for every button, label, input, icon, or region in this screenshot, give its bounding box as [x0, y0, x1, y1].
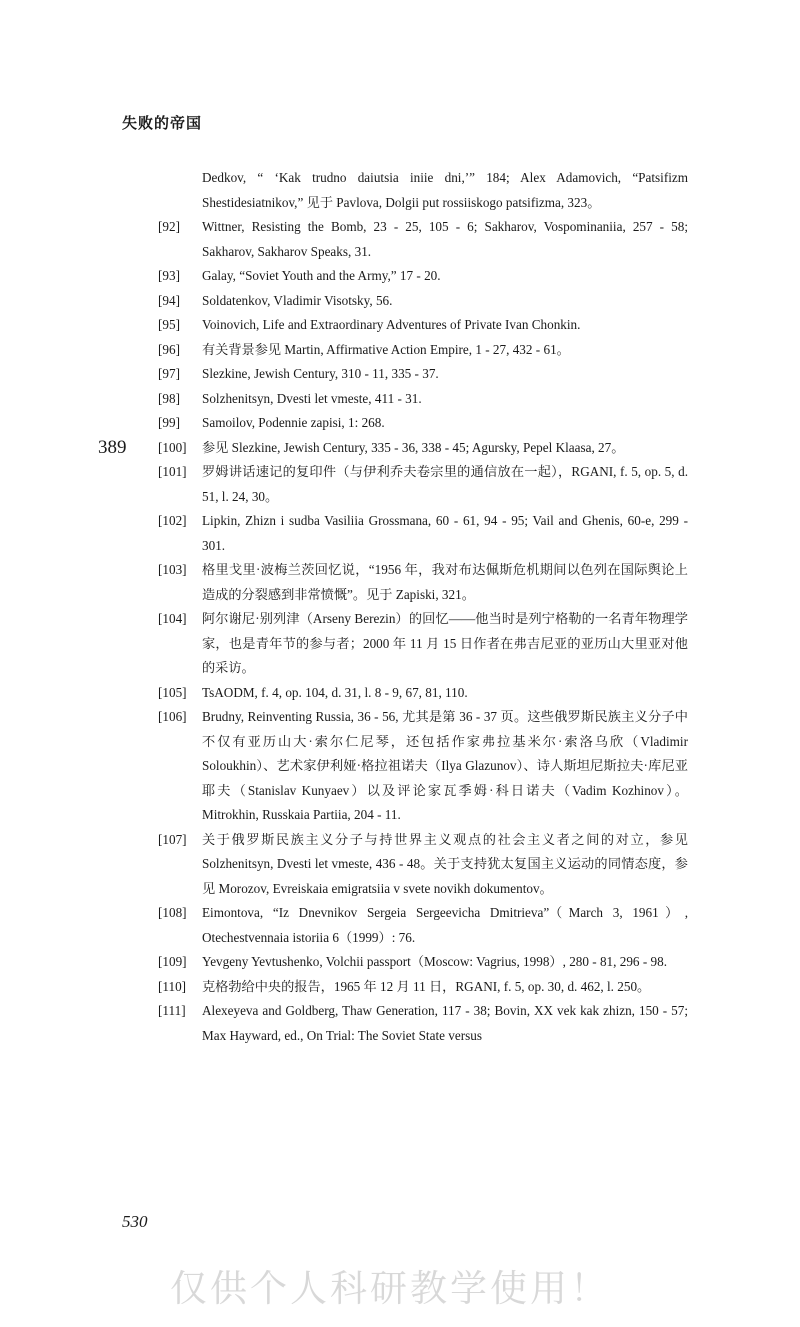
note-text: Brudny, Reinventing Russia, 36 - 56, 尤其是第 36 - 37 页。这些俄罗斯民族主义分子中不仅有亚历山大·索尔仁尼琴，还包括作家弗拉基米尔·索洛乌欣（Vladimir Soloukhin）、艺术家伊利娅·格拉祖诺夫（Ilya Glazunov）、诗人斯坦尼斯拉夫·库尼亚耶夫（Stanislav Kunyaev）以及评论家瓦季姆·科日诺夫（Vadim Kozhinov）。Mitrokhin, Russkaia Partiia, 204 - 11. [202, 709, 688, 822]
note-continuation [158, 166, 688, 215]
note-text: Alexeyeva and Goldberg, Thaw Generation, 117 - 38; Bovin, XX vek kak zhizn, 150 - 57; Max Hayward, ed., On Trial: The Soviet State versus [202, 1003, 688, 1043]
note-number: [103] [158, 562, 187, 577]
note-number: [102] [158, 513, 187, 528]
note-text: 罗姆讲话速记的复印件（与伊利乔夫卷宗里的通信放在一起），RGANI, f. 5, op. 5, d. 51, l. 24, 30。 [202, 464, 688, 504]
note-text: Slezkine, Jewish Century, 310 - 11, 335 - 37. [202, 366, 439, 381]
note-text: 克格勃给中央的报告，1965 年 12 月 11 日，RGANI, f. 5, op. 30, d. 462, l. 250。 [202, 978, 651, 994]
note-108 [158, 901, 688, 950]
note-93 [158, 264, 688, 289]
note-97 [158, 362, 688, 387]
note-text: 参见 Slezkine, Jewish Century, 335 - 36, 338 - 45; Agursky, Pepel Klaasa, 27。 [202, 439, 625, 455]
note-number: [96] [158, 341, 180, 357]
margin-page-number: 389 [98, 437, 127, 458]
note-text: Solzhenitsyn, Dvesti let vmeste, 411 - 31. [202, 390, 422, 406]
note-number: [100] [158, 439, 187, 455]
note-number: [92] [158, 219, 180, 234]
note-text: Dedkov, “ ‘Kak trudno daiutsia iniie dni,’” 184; Alex Adamovich, “Patsifizm Shestidesiatnikov,” 见于 Pavlova, Dolgii put rossiiskogo patsifizma, 323。 [202, 170, 688, 210]
running-title: 失败的帝国 [122, 114, 203, 132]
note-99 [158, 411, 688, 436]
note-text: Lipkin, Zhizn i sudba Vasiliia Grossmana, 60 - 61, 94 - 95; Vail and Ghenis, 60-e, 299 - 301. [202, 513, 688, 553]
note-text: Samoilov, Podennie zapisi, 1: 268. [202, 415, 385, 430]
note-number: [101] [158, 464, 187, 479]
note-number: [108] [158, 905, 187, 920]
note-number: [97] [158, 366, 180, 381]
note-106 [158, 705, 688, 828]
note-100 [158, 436, 688, 461]
note-95 [158, 313, 688, 338]
note-text: TsAODM, f. 4, op. 104, d. 31, l. 8 - 9, 67, 81, 110. [202, 684, 468, 700]
note-102 [158, 509, 688, 558]
note-104 [158, 607, 688, 681]
note-number: [111] [158, 1003, 186, 1018]
note-111 [158, 999, 688, 1048]
note-text: Eimontova, “Iz Dnevnikov Sergeia Sergeevicha Dmitrieva”（March 3, 1961）, Otechestvennaia istoriia 6（1999）: 76. [202, 905, 688, 945]
note-text: 格里戈里·波梅兰茨回忆说，“1956 年，我对布达佩斯危机期间以色列在国际舆论上造成的分裂感到非常愤慨”。见于 Zapiski, 321。 [202, 562, 688, 602]
note-103 [158, 558, 688, 607]
note-text: Soldatenkov, Vladimir Visotsky, 56. [202, 292, 393, 308]
note-number: [109] [158, 954, 187, 969]
note-text: Yevgeny Yevtushenko, Volchii passport（Moscow: Vagrius, 1998）, 280 - 81, 296 - 98. [202, 954, 667, 969]
note-number: [106] [158, 709, 187, 724]
note-text: 阿尔谢尼·别列津（Arseny Berezin）的回忆——他当时是列宁格勒的一名青年物理学家，也是青年节的参与者；2000 年 11 月 15 日作者在弗吉尼亚的亚历山大里亚对他的采访。 [202, 611, 688, 675]
note-110 [158, 975, 688, 1000]
note-text: Voinovich, Life and Extraordinary Adventures of Private Ivan Chonkin. [202, 317, 581, 332]
note-109 [158, 950, 688, 975]
note-105 [158, 681, 688, 706]
note-text: Wittner, Resisting the Bomb, 23 - 25, 105 - 6; Sakharov, Vospominaniia, 257 - 58; Sakharov, Sakharov Speaks, 31. [202, 219, 688, 259]
note-number: [105] [158, 684, 187, 700]
note-98 [158, 387, 688, 412]
note-94 [158, 289, 688, 314]
note-number: [104] [158, 611, 187, 626]
note-number: [110] [158, 978, 187, 994]
watermark: 仅供个人科研教学使用！ [170, 1267, 610, 1310]
note-number: [99] [158, 415, 180, 430]
note-92 [158, 215, 688, 264]
note-107 [158, 828, 688, 902]
note-number: [107] [158, 831, 187, 847]
endnotes-list [158, 166, 688, 1048]
note-text: Galay, “Soviet Youth and the Army,” 17 - 20. [202, 268, 441, 283]
note-number: [98] [158, 390, 180, 406]
note-number: [94] [158, 292, 180, 308]
note-101 [158, 460, 688, 509]
note-text: 关于俄罗斯民族主义分子与持世界主义观点的社会主义者之间的对立，参见 Solzhenitsyn, Dvesti let vmeste, 436 - 48。关于支持犹太复国主义运动的同情态度，参见 Morozov, Evreiskaia emigratsiia v svete novikh dokumentov。 [202, 831, 688, 896]
page-number: 530 [122, 1212, 148, 1231]
note-number: [93] [158, 268, 180, 283]
note-96 [158, 338, 688, 363]
note-text: 有关背景参见 Martin, Affirmative Action Empire, 1 - 27, 432 - 61。 [202, 341, 570, 357]
note-number: [95] [158, 317, 180, 332]
